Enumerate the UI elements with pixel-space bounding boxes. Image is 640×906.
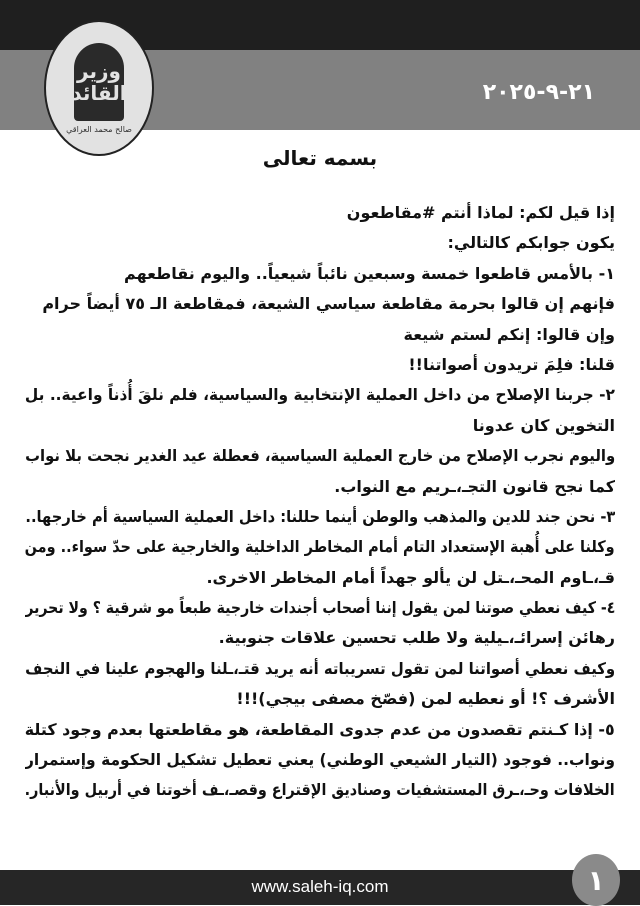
text-line-row [25,563,615,593]
logo-line2: القائد [71,80,127,105]
text-line-row [25,198,615,228]
text-line-row [25,745,615,775]
text-line: وكيف نعطي أصواتنا لمن تقول تسريباته أنه يريد قتـ،ـلنا والهجوم علينا في النجف [25,658,615,678]
page-title: بسمه تعالى [262,146,378,170]
text-line-row [25,654,615,684]
text-line-row [25,593,615,623]
logo-line1: وزير [77,58,121,83]
text-line-row [25,320,615,350]
text-line: التخوين كان عدونا [472,415,615,435]
logo-emblem [71,43,127,121]
logo-caption: صالح محمد العراقي [66,124,132,134]
text-line-row [25,532,615,562]
text-line-row [25,411,615,441]
website-link[interactable]: www.saleh-iq.com [251,877,389,896]
text-line-row [25,228,615,258]
text-line: ٣- نحن جند للدين والمذهب والوطن أينما حللنا: داخل العملية السياسية أم خارجها.. [25,506,615,526]
page-number: ١ [572,854,620,906]
text-line: ٥- إذا كـنتم تقصدون من عدم جدوى المقاطعة، هو مقاطعتها بعدم وجود كتلة [25,719,615,739]
text-line: ١- بالأمس قاطعوا خمسة وسبعين نائباً شيعياً.. واليوم نقاطعهم [124,263,615,283]
text-line-row [25,441,615,471]
text-line: الأشرف ؟! أو نعطيه لمن (فصّخ مصفى بيجي)!!! [236,689,615,709]
text-line: وكلنا على أُهبة الإستعداد التام أمام المخاطر الداخلية والخارجية على حدّ سواء.. ومن [25,537,615,557]
text-line-row [25,623,615,653]
text-line-row [25,775,615,805]
text-line-row [25,259,615,289]
text-line-row [25,684,615,714]
text-line: واليوم نجرب الإصلاح من خارج العملية السياسية، فعطلة عيد الغدير نجحت بلا نواب [25,446,615,466]
text-line: ٤- كيف نعطي صوتنا لمن يقول إننا أصحاب أجندات خارجية طبعاً مو شرقية ؟ ولا تحرير [25,598,615,618]
text-line-row [25,380,615,410]
text-line: كما نجح قانون التجـ،ـريم مع النواب. [334,476,615,496]
text-line: يكون جوابكم كالتالي: [447,233,615,253]
text-line-row [25,289,615,319]
document-date: ٢١-٩-٢٠٢٥ [482,80,595,105]
text-line-row [25,502,615,532]
text-line: قلنا: فلِمَ تريدون أصواتنا!! [408,354,615,374]
logo [44,20,154,156]
text-line-row [25,715,615,745]
text-line: فإنهم إن قالوا بحرمة مقاطعة سياسي الشيعة، فمقاطعة الـ ٧٥ أيضاً حرام [42,294,615,314]
text-line: إذا قيل لكم: لماذا أنتم #مقاطعون [346,203,615,222]
text-line-row [25,472,615,502]
text-line: وإن قالوا: إنكم لستم شيعة [403,324,615,344]
text-line: قـ،ـاوم المحـ،ـتل لن يألو جهداً أمام المخاطر الاخرى. [206,567,615,587]
text-line: ٢- جربنا الإصلاح من داخل العملية الإنتخابية والسياسية، فلم نلقَ أُذناً واعية.. بل [25,385,615,405]
text-line: الخلافات وحـ،ـرق المستشفيات وصناديق الإقتراع وقصـ،ـف أخوتنا في أربيل والأنبار. [25,780,615,800]
text-line: ونواب.. فوجود (التيار الشيعي الوطني) يعني تعطيل تشكيل الحكومة وإستمرار [25,750,615,770]
text-line-row [25,350,615,380]
text-line: رهائن إسرائـ،ـيلية ولا طلب تحسين علاقات جنوبية. [218,628,615,648]
document-body [25,198,615,806]
